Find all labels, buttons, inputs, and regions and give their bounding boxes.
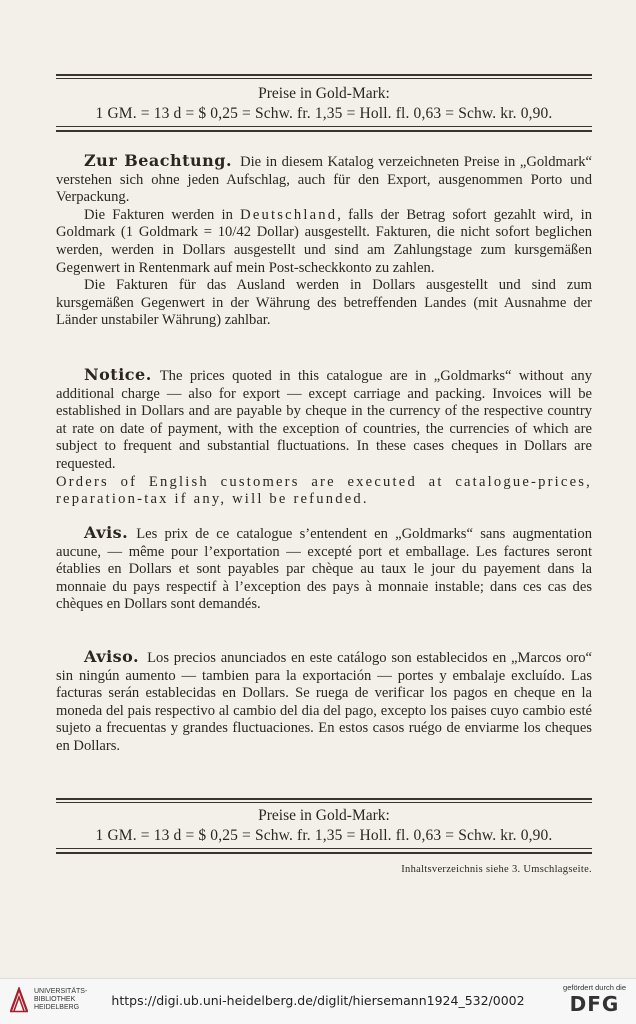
price-line-bottom: 1 GM. = 13 d = $ 0,25 = Schw. fr. 1,35 = Holl. fl. 0,63 = Schw. kr. 0,90.: [95, 827, 553, 844]
funder-label: gefördert durch die: [563, 983, 626, 992]
bottom-rule-3: [56, 848, 592, 849]
price-line-top: 1 GM. = 13 d = $ 0,25 = Schw. fr. 1,35 = Holl. fl. 0,63 = Schw. kr. 0,90.: [95, 105, 553, 122]
bottom-rule-2: [56, 802, 592, 803]
german-paragraph-1: Die in diesem Katalog verzeichneten Preise in „Goldmark“ verstehen sich ohne jeden Aufschlag, auch für den Export, ausgenommen Porto und Verpackung.: [56, 154, 593, 206]
heading-german: Zur Beachtung.: [84, 151, 233, 170]
english-paragraph-1: The prices quoted in this catalogue are in „Goldmarks“ without any additional charge — also for export — except carriage and packing. Invoices will be established in Dollars and are payable by cheque in the currency of the respective country at rate on date of payment, with the exception of countries, the currencies of which are subject to frequent and substantial fluctuations. In these cases cheques in Dollars are requested.: [56, 368, 592, 472]
viewer-footer: [0, 978, 636, 1024]
top-rule-1: [56, 74, 592, 76]
heading-english: Notice.: [84, 365, 152, 384]
section-spanish: [56, 648, 592, 756]
top-rule-4: [56, 130, 592, 132]
section-german: [56, 152, 592, 330]
library-name: UNIVERSITÄTS- BIBLIOTHEK HEIDELBERG: [34, 988, 88, 1011]
section-french: [56, 524, 592, 614]
spanish-paragraph-1: Los precios anunciados en este catálogo son establecidos en „Marcos oro“ sin ningún aumento — tambien para la exportación — portes y embalaje excluído. Las facturas serán establecidas en Dollars. Se ruega de verificar los pagos en cheque en la moneda del pais respectivo al cambio del dia del pago, excepto los paises cuyo cambio esté sujeto a frecuentas y grandes fluctuaciones. En estos casos ruégo de enviarme los cheques en Dollars.: [56, 650, 592, 754]
french-paragraph-1: Les prix de ce catalogue s’entendent en „Goldmarks“ sans augmentation aucune, — même pour l’exportation — excepté port et emballage. Les factures seront établies en Dollars et sont payables par chèque au taux le jour du payement dans la monnaie du pays respectif à l’exception des pays à monnaie instable; dans ces cas des chèques en Dollars sont demandés.: [56, 526, 592, 613]
price-title-top: Preise in Gold-Mark:: [258, 85, 390, 102]
heading-french: Avis.: [84, 523, 129, 542]
german-paragraph-2-country: Deutschland: [240, 206, 338, 223]
permalink-url[interactable]: https://digi.ub.uni-heidelberg.de/diglit/hiersemann1924_532/0002: [111, 993, 525, 1008]
german-paragraph-2a: Die Fakturen werden in: [84, 206, 241, 223]
bottom-rule-1: [56, 798, 592, 800]
german-paragraph-3: Die Fakturen für das Ausland werden in Dollars ausgestellt und sind zum kursgemäßen Gegenwert in der Währung des betreffenden Landes (mit Ausnahme der Länder unstabiler Währung) zahlbar.: [56, 277, 592, 329]
price-title-bottom: Preise in Gold-Mark:: [258, 807, 390, 824]
heading-spanish: Aviso.: [84, 647, 140, 666]
english-paragraph-2: Orders of English customers are executed at catalogue-prices, reparation-tax if any, will be refunded.: [56, 473, 592, 508]
top-rule-3: [56, 126, 592, 127]
top-rule-2: [56, 78, 592, 79]
german-paragraph-2c: , falls der Betrag sofort gezahlt wird, in Goldmark (1 Goldmark = 10/42 Dollar) ausgestellt. Fakturen, die nicht sofort beglichen werden, werden in Dollars ausgestellt und sind am Zahlungstage zum kursgemäßen Gegenwert in Rentenmark auf mein Post-scheckkonto zu zahlen.: [56, 206, 593, 276]
bottom-rule-4: [56, 852, 592, 854]
footnote: Inhaltsverzeichnis siehe 3. Umschlagseite.: [401, 864, 592, 875]
dfg-logo: DFG: [569, 992, 620, 1016]
section-english: [56, 366, 592, 509]
funder-credit[interactable]: [563, 983, 626, 1016]
